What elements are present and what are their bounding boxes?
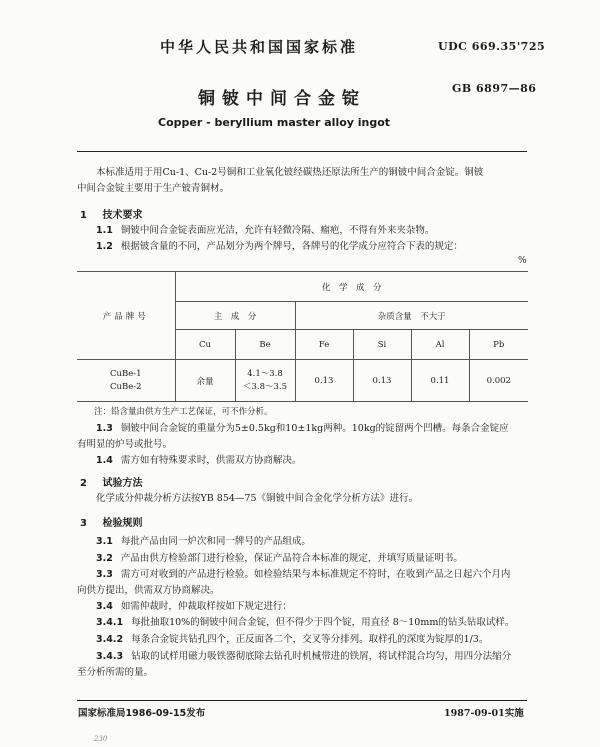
- clause-3-4-3-cont: 至分析所需的量。: [77, 667, 154, 678]
- clause-number: 1.1: [96, 225, 113, 236]
- section-title: 技术要求: [102, 210, 143, 221]
- effective-date: 1987-09-01实施: [444, 708, 524, 719]
- cu-value: 余量: [175, 360, 235, 402]
- clause-text: 需方如有特殊要求时，供需双方协商解决。: [120, 455, 302, 466]
- clause-3-4-2: [96, 631, 488, 648]
- col-al: Al: [411, 330, 469, 360]
- clause-text: 钻取的试样用磁力吸铁器彻底除去钻孔时机械带进的铁屑，将试样混合均匀，用四分法缩分: [131, 651, 512, 662]
- clause-number: 1.3: [96, 423, 113, 434]
- unit-percent: %: [518, 256, 527, 266]
- be-value-1: 4.1～3.8: [247, 368, 283, 379]
- clause-text: 铜铍中间合金锭表面应光洁，允许有轻微冷隔、瘤疤，不得有外来夹杂物。: [120, 225, 435, 236]
- clause-1-3: [96, 420, 509, 437]
- col-be: Be: [235, 330, 295, 360]
- clause-number: 3.3: [96, 569, 113, 580]
- clause-text: 每批产品由同一炉次和同一牌号的产品组成。: [120, 536, 311, 547]
- be-value-2: ＜3.8～3.5: [242, 381, 288, 392]
- clause-text: 每条合金锭共钻孔四个，正反面各二个，交叉等分排列。取样孔的深度为锭厚的1/3。: [131, 634, 489, 645]
- clause-3-3: [96, 566, 510, 583]
- header-product-grade: 产品牌号: [77, 272, 175, 360]
- clause-1-3-cont: 有明显的炉号或批号。: [77, 439, 173, 450]
- section-3-heading: [80, 514, 142, 529]
- header-impurity-max: 杂质含量 不大于: [295, 302, 528, 330]
- clause-3-2: [96, 550, 463, 567]
- udc-code: UDC 669.35'725: [438, 40, 546, 53]
- clause-3-4-1: [96, 614, 514, 631]
- section-number: 2: [80, 478, 87, 489]
- section-2-heading: [80, 474, 142, 489]
- col-cu: Cu: [175, 330, 235, 360]
- clause-number: 3.4.3: [96, 651, 124, 662]
- col-fe: Fe: [295, 330, 353, 360]
- clause-text: 产品由供方检验部门进行检验，保证产品符合本标准的规定，并填写质量证明书。: [120, 553, 463, 564]
- section-number: 1: [80, 210, 87, 221]
- header-main-components: 主 成 分: [175, 302, 295, 330]
- pb-value: 0.002: [469, 360, 528, 402]
- clause-3-4: [96, 598, 292, 615]
- grade-cube-1: CuBe-1: [109, 368, 142, 379]
- page-number: 230: [94, 735, 108, 743]
- document-title-cn: 铜铍中间合金锭: [198, 89, 366, 109]
- header-rule: [77, 151, 527, 152]
- table-note: 注：铅含量由供方生产工艺保证，可不作分析。: [94, 407, 273, 417]
- section-title: 检验规则: [102, 518, 143, 529]
- clause-text: 铜铍中间合金锭的重量分为5±0.5kg和10±1kg两种。10kg的锭留两个凹槽。每条合金锭应: [120, 423, 509, 434]
- clause-3-1: [96, 533, 311, 550]
- clause-text: 如需仲裁时，仲裁取样按如下规定进行：: [120, 601, 292, 612]
- al-value: 0.11: [411, 360, 469, 402]
- clause-text: 每批抽取10%的铜铍中间合金锭，但不得少于四个锭，用直径 8～10mm的钻头钻取试样。: [131, 617, 515, 628]
- composition-table: [77, 271, 528, 402]
- clause-number: 3.1: [96, 536, 113, 547]
- section-number: 3: [80, 518, 87, 529]
- col-pb: Pb: [469, 330, 528, 360]
- clause-text: 需方可对收到的产品进行检验。如检验结果与本标准规定不符时，在收到产品之日起六个月内: [120, 569, 511, 580]
- clause-3-4-3: [96, 648, 511, 665]
- standard-number: GB 6897—86: [452, 82, 537, 95]
- issue-date: 国家标准局1986-09-15发布: [78, 708, 206, 719]
- grade-cell: [77, 360, 175, 402]
- header-chemical-composition: 化 学 成 分: [175, 272, 528, 302]
- clause-number: 3.4.2: [96, 634, 124, 645]
- clause-number: 1.4: [96, 455, 113, 466]
- fe-value: 0.13: [295, 360, 353, 402]
- clause-3-3-cont: 向供方提出，供需双方协商解决。: [77, 585, 220, 596]
- be-cell: [235, 360, 295, 402]
- clause-1-1: [96, 222, 434, 239]
- section-title: 试验方法: [102, 478, 143, 489]
- section-2-text: 化学成分仲裁分析方法按YB 854—75《铜铍中间合金化学分析方法》进行。: [96, 493, 418, 504]
- intro-line-2: 中间合金锭主要用于生产铍青铜材。: [77, 183, 230, 194]
- intro-line-1: 本标准适用于用Cu-1、Cu-2号铜和工业氧化铍经碳热还原法所生产的铜铍中间合金锭。铜铍: [96, 167, 484, 178]
- clause-number: 1.2: [96, 241, 113, 252]
- document-title-en: Copper - beryllium master alloy ingot: [158, 116, 391, 129]
- clause-number: 3.2: [96, 553, 113, 564]
- footer-rule: [77, 700, 527, 701]
- si-value: 0.13: [353, 360, 411, 402]
- grade-cube-2: CuBe-2: [109, 381, 142, 392]
- clause-1-4: [96, 452, 301, 469]
- clause-number: 3.4: [96, 601, 113, 612]
- issuing-authority: 中华人民共和国国家标准: [160, 38, 359, 56]
- clause-number: 3.4.1: [96, 617, 124, 628]
- clause-1-2: [96, 238, 463, 255]
- section-1-heading: [80, 206, 142, 221]
- clause-text: 根据铍含量的不同，产品划分为两个牌号，各牌号的化学成分应符合下表的规定：: [120, 241, 463, 252]
- col-si: Si: [353, 330, 411, 360]
